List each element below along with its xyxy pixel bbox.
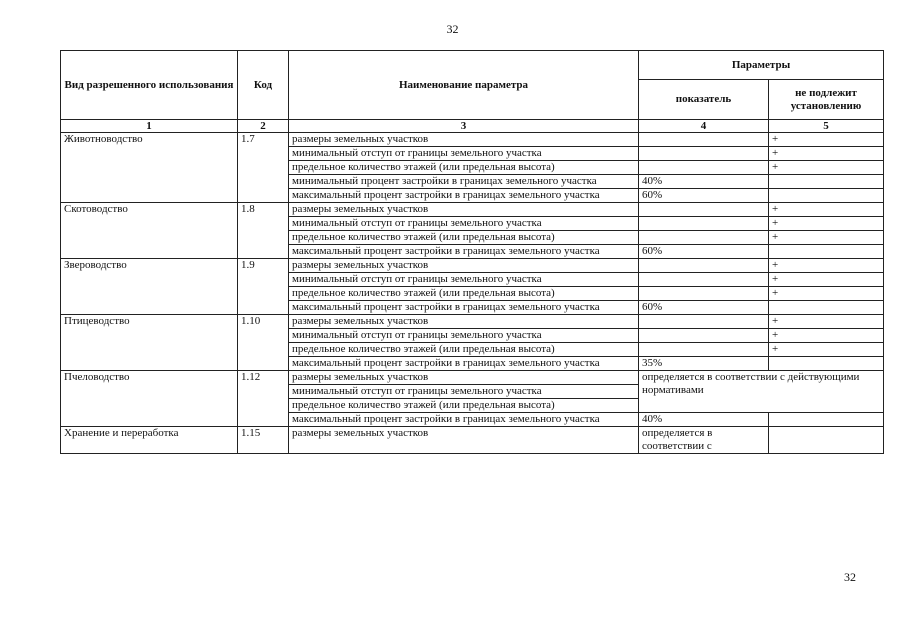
not-set-cell: + <box>769 287 884 301</box>
param-name-cell: размеры земельных участков <box>289 133 639 147</box>
param-name-cell: предельное количество этажей (или предельная высота) <box>289 287 639 301</box>
param-name-cell: размеры земельных участков <box>289 427 639 454</box>
page-number-top: 32 <box>446 22 459 36</box>
not-set-cell: + <box>769 315 884 329</box>
not-set-cell <box>769 189 884 203</box>
header-not-set: не подлежит установлению <box>769 80 884 120</box>
param-name-cell: минимальный процент застройки в границах земельного участка <box>289 175 639 189</box>
header-row-1 <box>61 51 884 80</box>
header-code: Код <box>238 51 289 120</box>
header-indicator: показатель <box>639 80 769 120</box>
indicator-cell: 35% <box>639 357 769 371</box>
indicator-cell <box>639 315 769 329</box>
code-cell: 1.8 <box>238 203 289 259</box>
param-name-cell: размеры земельных участков <box>289 203 639 217</box>
table-row <box>61 133 884 147</box>
indicator-cell <box>639 231 769 245</box>
not-set-cell: + <box>769 343 884 357</box>
not-set-cell: + <box>769 147 884 161</box>
indicator-cell: 40% <box>639 413 769 427</box>
param-name-cell: минимальный отступ от границы земельного участка <box>289 329 639 343</box>
indicator-cell <box>639 259 769 273</box>
use-type-cell: Хранение и переработка <box>61 427 238 454</box>
param-name-cell: максимальный процент застройки в границах земельного участка <box>289 301 639 315</box>
not-set-cell: + <box>769 259 884 273</box>
code-cell: 1.7 <box>238 133 289 203</box>
param-name-cell: размеры земельных участков <box>289 371 639 385</box>
header-param-name: Наименование параметра <box>289 51 639 120</box>
param-name-cell: размеры земельных участков <box>289 315 639 329</box>
param-name-cell: минимальный отступ от границы земельного участка <box>289 147 639 161</box>
param-name-cell: размеры земельных участков <box>289 259 639 273</box>
use-type-cell: Звероводство <box>61 259 238 315</box>
header-use-type: Вид разрешенного использования <box>61 51 238 120</box>
param-name-cell: максимальный процент застройки в границах земельного участка <box>289 413 639 427</box>
header-params: Параметры <box>639 51 884 80</box>
not-set-cell <box>769 427 884 454</box>
table-row <box>61 203 884 217</box>
table-row <box>61 371 884 385</box>
code-cell: 1.9 <box>238 259 289 315</box>
header-number-row <box>61 120 884 133</box>
merged-note-cell: определяется в соответствии с действующими нормативами <box>639 371 884 413</box>
header-num-2: 2 <box>238 120 289 133</box>
indicator-cell <box>639 329 769 343</box>
indicator-cell: 60% <box>639 189 769 203</box>
header-num-1: 1 <box>61 120 238 133</box>
code-cell: 1.15 <box>238 427 289 454</box>
not-set-cell: + <box>769 133 884 147</box>
not-set-cell: + <box>769 203 884 217</box>
header-num-5: 5 <box>769 120 884 133</box>
page-number-bottom: 32 <box>844 570 856 584</box>
param-name-cell: минимальный отступ от границы земельного участка <box>289 273 639 287</box>
indicator-cell <box>639 217 769 231</box>
header-num-3: 3 <box>289 120 639 133</box>
table-row <box>61 427 884 454</box>
table-row <box>61 315 884 329</box>
not-set-cell: + <box>769 217 884 231</box>
code-cell: 1.10 <box>238 315 289 371</box>
indicator-cell <box>639 147 769 161</box>
indicator-cell: 40% <box>639 175 769 189</box>
header-num-4: 4 <box>639 120 769 133</box>
not-set-cell <box>769 175 884 189</box>
indicator-cell <box>639 203 769 217</box>
not-set-cell: + <box>769 161 884 175</box>
indicator-cell: определяется в соответствии с <box>639 427 769 454</box>
indicator-cell <box>639 273 769 287</box>
not-set-cell <box>769 357 884 371</box>
not-set-cell: + <box>769 231 884 245</box>
param-name-cell: максимальный процент застройки в границах земельного участка <box>289 189 639 203</box>
code-cell: 1.12 <box>238 371 289 427</box>
not-set-cell: + <box>769 329 884 343</box>
not-set-cell <box>769 301 884 315</box>
use-type-cell: Скотоводство <box>61 203 238 259</box>
land-use-parameters-table <box>60 50 884 454</box>
use-type-cell: Пчеловодство <box>61 371 238 427</box>
param-name-cell: максимальный процент застройки в границах земельного участка <box>289 245 639 259</box>
param-name-cell: минимальный отступ от границы земельного участка <box>289 217 639 231</box>
indicator-cell <box>639 343 769 357</box>
param-name-cell: предельное количество этажей (или предельная высота) <box>289 161 639 175</box>
use-type-cell: Птицеводство <box>61 315 238 371</box>
param-name-cell: максимальный процент застройки в границах земельного участка <box>289 357 639 371</box>
param-name-cell: предельное количество этажей (или предельная высота) <box>289 343 639 357</box>
not-set-cell <box>769 413 884 427</box>
not-set-cell: + <box>769 273 884 287</box>
indicator-cell <box>639 161 769 175</box>
param-name-cell: предельное количество этажей (или предельная высота) <box>289 399 639 413</box>
use-type-cell: Животноводство <box>61 133 238 203</box>
param-name-cell: минимальный отступ от границы земельного участка <box>289 385 639 399</box>
param-name-cell: предельное количество этажей (или предельная высота) <box>289 231 639 245</box>
indicator-cell: 60% <box>639 301 769 315</box>
indicator-cell: 60% <box>639 245 769 259</box>
table-body <box>61 133 884 454</box>
indicator-cell <box>639 133 769 147</box>
not-set-cell <box>769 245 884 259</box>
indicator-cell <box>639 287 769 301</box>
table-row <box>61 259 884 273</box>
